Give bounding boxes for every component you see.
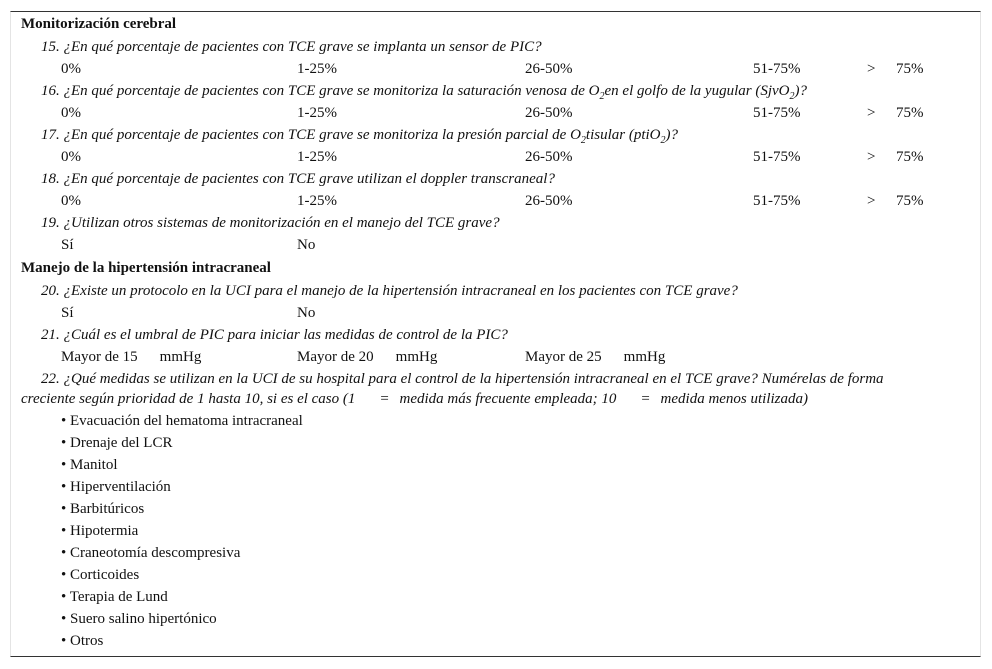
question-21: 21. ¿Cuál es el umbral de PIC para iniciar las medidas de control de la PIC? [41,327,508,343]
option-gt-sign: > [867,193,876,209]
question-17: 17. ¿En qué porcentaje de pacientes con TCE grave se monitoriza la presión parcial de $O_2tisular$ (ptiO$_2$)? [41,127,679,146]
option-threshold-15: Mayor de 15 mmHg [61,349,202,365]
option-1-25: 1-25% [297,105,337,121]
list-item: • Drenaje del LCR [61,435,173,451]
option-gt-75: 75% [896,149,924,165]
option-1-25: 1-25% [297,61,337,77]
option-gt-75: 75% [896,105,924,121]
option-no: No [297,305,316,321]
option-26-50: 26-50% [525,105,573,121]
option-gt-75: 75% [896,193,924,209]
question-22-line2: creciente según prioridad de 1 hasta 10, si es el caso (1 = medida más frecuente empleada; 10 = medida menos utilizada) [21,391,809,407]
option-51-75: 51-75% [753,61,801,77]
list-item: • Otros [61,633,104,649]
list-item: • Craneotomía descompresiva [61,545,241,561]
list-item: • Barbitúricos [61,501,145,517]
list-item: • Hiperventilación [61,479,171,495]
option-26-50: 26-50% [525,149,573,165]
option-0: 0% [61,61,81,77]
section-title-monitoring: Monitorización cerebral [21,16,177,32]
option-gt-sign: > [867,61,876,77]
option-gt-75: 75% [896,61,924,77]
section-title-hypertension: Manejo de la hipertensión intracraneal [21,260,271,276]
list-item: • Hipotermia [61,523,139,539]
list-item: • Corticoides [61,567,140,583]
question-22-line1: 22. ¿Qué medidas se utilizan en la UCI de su hospital para el control de la hipertensión intracraneal en el TCE grave? Numérelas de forma [41,371,884,387]
list-item: • Terapia de Lund [61,589,168,605]
question-18: 18. ¿En qué porcentaje de pacientes con TCE grave utilizan el doppler transcraneal? [41,171,555,187]
option-1-25: 1-25% [297,193,337,209]
list-item: • Evacuación del hematoma intracraneal [61,413,303,429]
option-yes: Sí [61,237,74,253]
option-26-50: 26-50% [525,193,573,209]
question-19: 19. ¿Utilizan otros sistemas de monitorización en el manejo del TCE grave? [41,215,500,231]
option-gt-sign: > [867,105,876,121]
option-yes: Sí [61,305,74,321]
question-16: 16. ¿En qué porcentaje de pacientes con TCE grave se monitoriza la saturación venosa de $O_2en$ el golfo de la yugular (SjvO$_2$)? [41,83,807,102]
option-1-25: 1-25% [297,149,337,165]
list-item: • Suero salino hipertónico [61,611,217,627]
list-item: • Manitol [61,457,118,473]
option-0: 0% [61,193,81,209]
option-51-75: 51-75% [753,193,801,209]
option-51-75: 51-75% [753,105,801,121]
option-no: No [297,237,316,253]
option-51-75: 51-75% [753,149,801,165]
option-threshold-25: Mayor de 25 mmHg [525,349,666,365]
option-0: 0% [61,149,81,165]
question-15: 15. ¿En qué porcentaje de pacientes con TCE grave se implanta un sensor de PIC? [41,39,542,55]
option-26-50: 26-50% [525,61,573,77]
question-20: 20. ¿Existe un protocolo en la UCI para el manejo de la hipertensión intracraneal en los pacientes con TCE grave? [41,283,738,299]
option-threshold-20: Mayor de 20 mmHg [297,349,438,365]
option-0: 0% [61,105,81,121]
option-gt-sign: > [867,149,876,165]
